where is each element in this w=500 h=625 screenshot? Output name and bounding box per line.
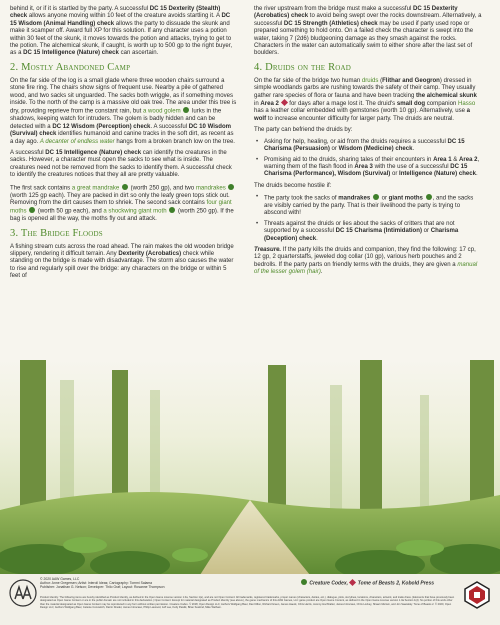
creature-codex-icon: [373, 194, 379, 200]
creature-codex-icon: [426, 194, 432, 200]
tome-of-beasts-icon: [281, 99, 288, 106]
link-small-dog[interactable]: Hasso: [458, 101, 476, 108]
paragraph: Treasure. If the party kills the druids and companion, they find the following: 17 cp, 12 gp, 2 quarterstaffs, jeweled dog collar (10 gp), various herb pouches and 2 bedrolls. If the party parts on friendly terms with the druids, they are given a manual of the lesser golem (hair).: [254, 247, 478, 276]
paragraph: behind it, or if it is startled by the party. A successful DC 15 Dexterity (Stealth) check allows anyone moving within 10 feet of the creature avoids startling it. A DC 15 Wisdom (Animal Handling) check allows the party to dissuade the skunk and make it scamper off. Award full XP for this solution. If any character uses a potion within 30 feet of the skunk, it moves towards the potion and attacks, trying to get to the potion. The alchemical skunk, if caught, is worth up to 500 gp to the right buyer, as a DC 15 Intelligence (Nature) check can ascertain.: [10, 6, 233, 57]
paragraph: The party can befriend the druids by:: [254, 127, 353, 134]
list-item: • Threats against the druids or lies about the sacks of critters that are not supported by a successful DC 15 Charisma (Intimidation) or Charisma (Deception) check.: [254, 221, 482, 243]
section-heading-4: 4. Druids on the Road: [254, 61, 352, 73]
creature-codex-icon: [183, 107, 189, 113]
section-heading-3: 3. The Bridge Floods: [10, 227, 103, 239]
paragraph: On the far side of the bridge two human druids (Flithar and Geogron) dressed in simple woodlands garbs are rushing towards the safety of their camp. They usually gather rare species of flora or fauna and have been tracking the alchemical skunk in Area 2 for days after a mage lost it. The druid's small dog companion Hasso has a leather collar embedded with gemstones (worth 10 gp). Alternatively, use a wolf to increase encounter difficulty for larger party. The druids are neutral.: [254, 77, 477, 122]
link-druids[interactable]: druids: [361, 77, 379, 84]
section-heading-2: 2. Mostly Abandoned Camp: [10, 61, 131, 73]
creature-codex-icon: [301, 579, 307, 585]
paragraph: The druids become hostile if:: [254, 182, 332, 189]
right-column: [254, 6, 482, 281]
link-great-mandrake[interactable]: a great mandrake: [71, 185, 120, 192]
link-decanter[interactable]: A decanter of endless water: [39, 138, 115, 145]
copyright-block: © 2020 AAW Games, LLC Author: Anne Gregersen; Artist: Interoll Ideas; Cartography: Tommi Salama Publisher: Jonathan G. Nelson; Developer: Thilo Graf; Layout: Rosanne Thompson: [40, 577, 165, 590]
link-shockwing-moth[interactable]: a shockwing giant moth: [103, 208, 167, 215]
link-manual-lesser-golem[interactable]: manual of the lesser golem (hair): [254, 261, 478, 276]
creature-codex-icon: [29, 207, 35, 213]
legal-text: Product Identity: The following items are hereby identified as Product Identity, as defined in the Open Game License version 1.0a, Section 1(e), and are not Open Content: All trademarks, registered trademarks, proper names (characters, deities, etc.), dialogue, plots, storylines, locations, characters, artwork, and trade dress. (Elements that have previously been designated as Open Game Content or are in the public domain are not included in this declaration.) Open Content: Except for material designated as Product Identity (see above), the game mechanics of this AAW Games, LLC game product are Open Game Content, as defined in the Open Game License version 1.0a Section 1(d). No portion of this work other than the material designated as Open Game Content may be reproduced in any form without written permission. Creature Codex. © 2018, Open Design LLC; Authors Wolfgang Baur, Dan Dillon, Richard Green, James Haeck, Chris Harris, Jeremy Hochhalter, James Introcaso, Chris Lockey, Shawn Merwin, and Jon Sawatsky. Tome of Beasts 2. © 2020, Open Design LLC; Authors Wolfgang Baur, Celeste Conowitch, Darrin Drader, James Introcaso, Philip Larwood, Jeff Lee, Kelly Pawlik, Brian Suskind, Mike Welham.: [40, 596, 455, 609]
forest-illustration: [0, 360, 500, 575]
list-item: • Promising aid to the druids, sharing tales of their encounters in Area 1 & Area 2, warning them of the flash flood in Area 3 with the use of a successful DC 15 Charisma (Performance), Wisdom (Survival) or Intelligence (Nature) check.: [254, 157, 482, 179]
list-item: • The party took the sacks of mandrakes or giant moths , and the sacks are visibly carried by the party. That is their livelihood the party is trying to abscond with!: [254, 194, 482, 218]
befriend-list: [254, 139, 482, 179]
paragraph: A fishing stream cuts across the road ahead. The rain makes the old wooden bridge slippery, rendering it difficult terrain. Any Dexterity (Acrobatics) check while standing on the bridge is made with disadvantage. The storm also causes the water to rise and regularly spill over the bridge: any characters on the bridge or within 5 feet of: [10, 243, 234, 280]
paragraph: The first sack contains a great mandrake (worth 250 gp), and two mandrakes (worth 125 gp each). They are packed in dirt so only the leafy green tops stick out. Removing from the dirt causes them to shriek. The second sack contains four giant moths (worth 50 gp each), and a shockwing giant moth (worth 250 gp). If the bag is opened all the way, the moths fly out and attack.: [10, 185, 234, 223]
link-wood-golem[interactable]: a wood golem: [142, 108, 181, 115]
paragraph: the river upstream from the bridge must make a successful DC 15 Dexterity (Acrobatics) check to avoid being swept over the rocks downstream. Alternatively, a successful DC 15 Strength (Athletics) check may be used if party used rope or prepared something to hold onto. On a failed check the character is swept into the water, taking 7 (2d6) bludgeoning damage as they smash against the rocks. Characters in the water can automatically swim to either shore after the last set of boulders.: [254, 6, 482, 57]
list-item: • Asking for help, healing, or aid from the druids requires a successful DC 15 Charisma (Persuasion) or Wisdom (Medicine) check.: [254, 139, 482, 154]
paragraph: On the far side of the log is a small glade where three wooden chairs surround a stone fire ring. The chairs show signs of frequent use. Nearby a pile of gathered wood, and two sacks sit unguarded. The sacks both wriggle, as if something moves inside. To the north of the camp is a massive old oak tree. The area under this tree is dry, providing reprieve from the constant rain, but a wood golem lurks in the shadows, keeping watch for intruders. The golem is badly hidden and can be detected with a DC 12 Wisdom (Perception) check. A successful DC 10 Wisdom (Survival) check identifies humanoid and canine tracks in the soft dirt, as recent as a day ago. A decanter of endless water hangs from a broken branch low on the tree.: [10, 77, 237, 145]
creature-codex-icon: [122, 184, 128, 190]
creature-codex-icon: [228, 184, 234, 190]
5e-compatible-logo: [462, 580, 492, 610]
creature-codex-icon: [169, 207, 175, 213]
hostile-list: [254, 194, 482, 243]
left-column: [10, 6, 238, 285]
link-mandrakes[interactable]: mandrakes: [195, 185, 226, 192]
icon-legend: Creature Codex, Tome of Beasts 2, Kobold Press: [300, 579, 460, 587]
link-giant-moths[interactable]: four giant moths: [10, 199, 232, 215]
aaw-games-logo: [8, 578, 38, 608]
tome-of-beasts-icon: [349, 578, 356, 585]
paragraph: A successful DC 15 Intelligence (Nature) check can identify the creatures in the sacks. However, a character must open the sacks to see what is inside. The creatures need not be removed from the sacks to identify them. A successful check to identify the creatures notices that they all are pretty valuable.: [10, 150, 232, 179]
